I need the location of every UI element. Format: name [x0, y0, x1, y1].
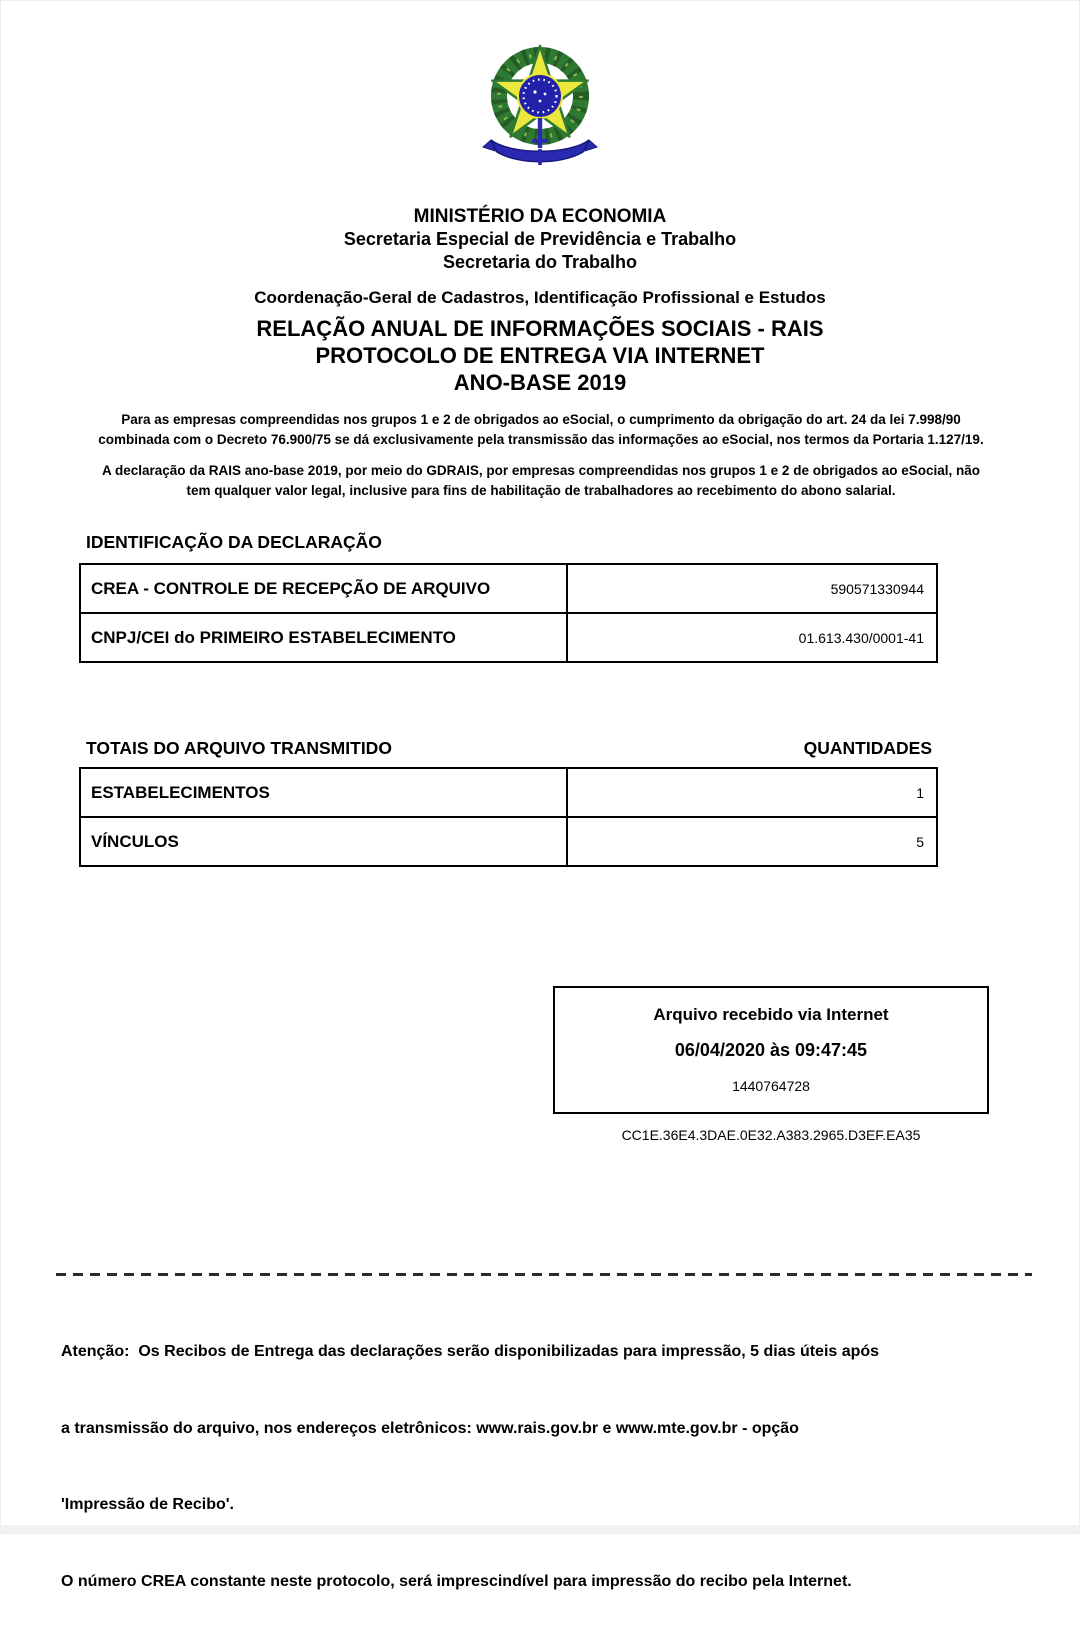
- secretariat-1: Secretaria Especial de Previdência e Trabalho: [343, 229, 737, 249]
- notice-legal-value-line-2: tem qualquer valor legal, inclusive para fins de habilitação de trabalhadores ao recebimento do abono salarial.: [186, 483, 896, 498]
- vinculos-label: VÍNCULOS: [81, 818, 568, 865]
- totals-table: [79, 767, 938, 867]
- coordination-line: Coordenação-Geral de Cadastros, Identificação Profissional e Estudos: [254, 288, 826, 307]
- document-title-line-2: PROTOCOLO DE ENTREGA VIA INTERNET: [315, 343, 765, 368]
- notice-esocial-line-1: Para as empresas compreendidas nos grupos 1 e 2 de obrigados ao eSocial, o cumprimento da obrigação do art. 24 da lei 7.998/90: [121, 412, 961, 427]
- attention-note: [61, 1288, 1021, 1645]
- notice-esocial-line-2: combinada com o Decreto 76.900/75 se dá exclusivamente pela transmissão das informações ao eSocial, nos termos da Portaria 1.127/19.: [98, 432, 984, 447]
- table-row: [81, 769, 936, 816]
- receipt-datetime: 06/04/2020 às 09:47:45: [674, 1040, 868, 1060]
- totals-heading: TOTAIS DO ARQUIVO TRANSMITIDO: [86, 738, 392, 758]
- ministry-name: MINISTÉRIO DA ECONOMIA: [413, 206, 667, 227]
- establishments-label: ESTABELECIMENTOS: [81, 769, 568, 816]
- page-bottom-edge: [1, 1525, 1079, 1533]
- totals-header: [79, 738, 938, 759]
- document-title: [1, 315, 1079, 396]
- crea-label: CREA - CONTROLE DE RECEPÇÃO DE ARQUIVO: [81, 565, 568, 612]
- notice-legal-value-line-1: A declaração da RAIS ano-base 2019, por meio do GDRAIS, por empresas compreendidas nos grupos 1 e 2 de obrigados ao eSocial, não: [101, 463, 980, 478]
- receipt-box: [553, 986, 989, 1114]
- notice-legal-value: [51, 461, 1031, 501]
- org-header: [1, 205, 1079, 274]
- vinculos-value: 5: [916, 833, 924, 850]
- brazil-coat-of-arms-icon: [465, 43, 615, 168]
- notice-esocial: [51, 410, 1031, 450]
- identification-heading: IDENTIFICAÇÃO DA DECLARAÇÃO: [86, 532, 382, 552]
- receipt-number: 1440764728: [732, 1078, 810, 1094]
- receipt-hash: CC1E.36E4.3DAE.0E32.A383.2965.D3EF.EA35: [621, 1127, 921, 1143]
- quantities-heading: QUANTIDADES: [803, 738, 932, 758]
- dashed-separator: [56, 1273, 1032, 1276]
- cnpj-value: 01.613.430/0001-41: [798, 629, 924, 646]
- identification-table: [79, 563, 938, 663]
- attention-line-3: 'Impressão de Recibo'.: [61, 1496, 234, 1513]
- secretariat-2: Secretaria do Trabalho: [442, 252, 638, 272]
- cnpj-label: CNPJ/CEI do PRIMEIRO ESTABELECIMENTO: [81, 614, 568, 661]
- crea-value: 590571330944: [830, 580, 924, 597]
- document-title-line-3: ANO-BASE 2019: [453, 370, 627, 395]
- table-row: [81, 612, 936, 661]
- attention-line-2: a transmissão do arquivo, nos endereços eletrônicos: www.rais.gov.br e www.mte.gov.br - opção: [61, 1419, 799, 1437]
- attention-line-4: O número CREA constante neste protocolo, será imprescindível para impressão do recibo pela Internet.: [61, 1572, 852, 1590]
- receipt-title: Arquivo recebido via Internet: [653, 1005, 889, 1024]
- attention-line-1: Atenção: Os Recibos de Entrega das declarações serão disponibilizadas para impressão, 5 dias úteis após: [61, 1343, 880, 1360]
- table-row: [81, 565, 936, 612]
- establishments-value: 1: [916, 784, 924, 801]
- table-row: [81, 816, 936, 865]
- document-title-line-1: RELAÇÃO ANUAL DE INFORMAÇÕES SOCIAIS - RAIS: [256, 316, 824, 341]
